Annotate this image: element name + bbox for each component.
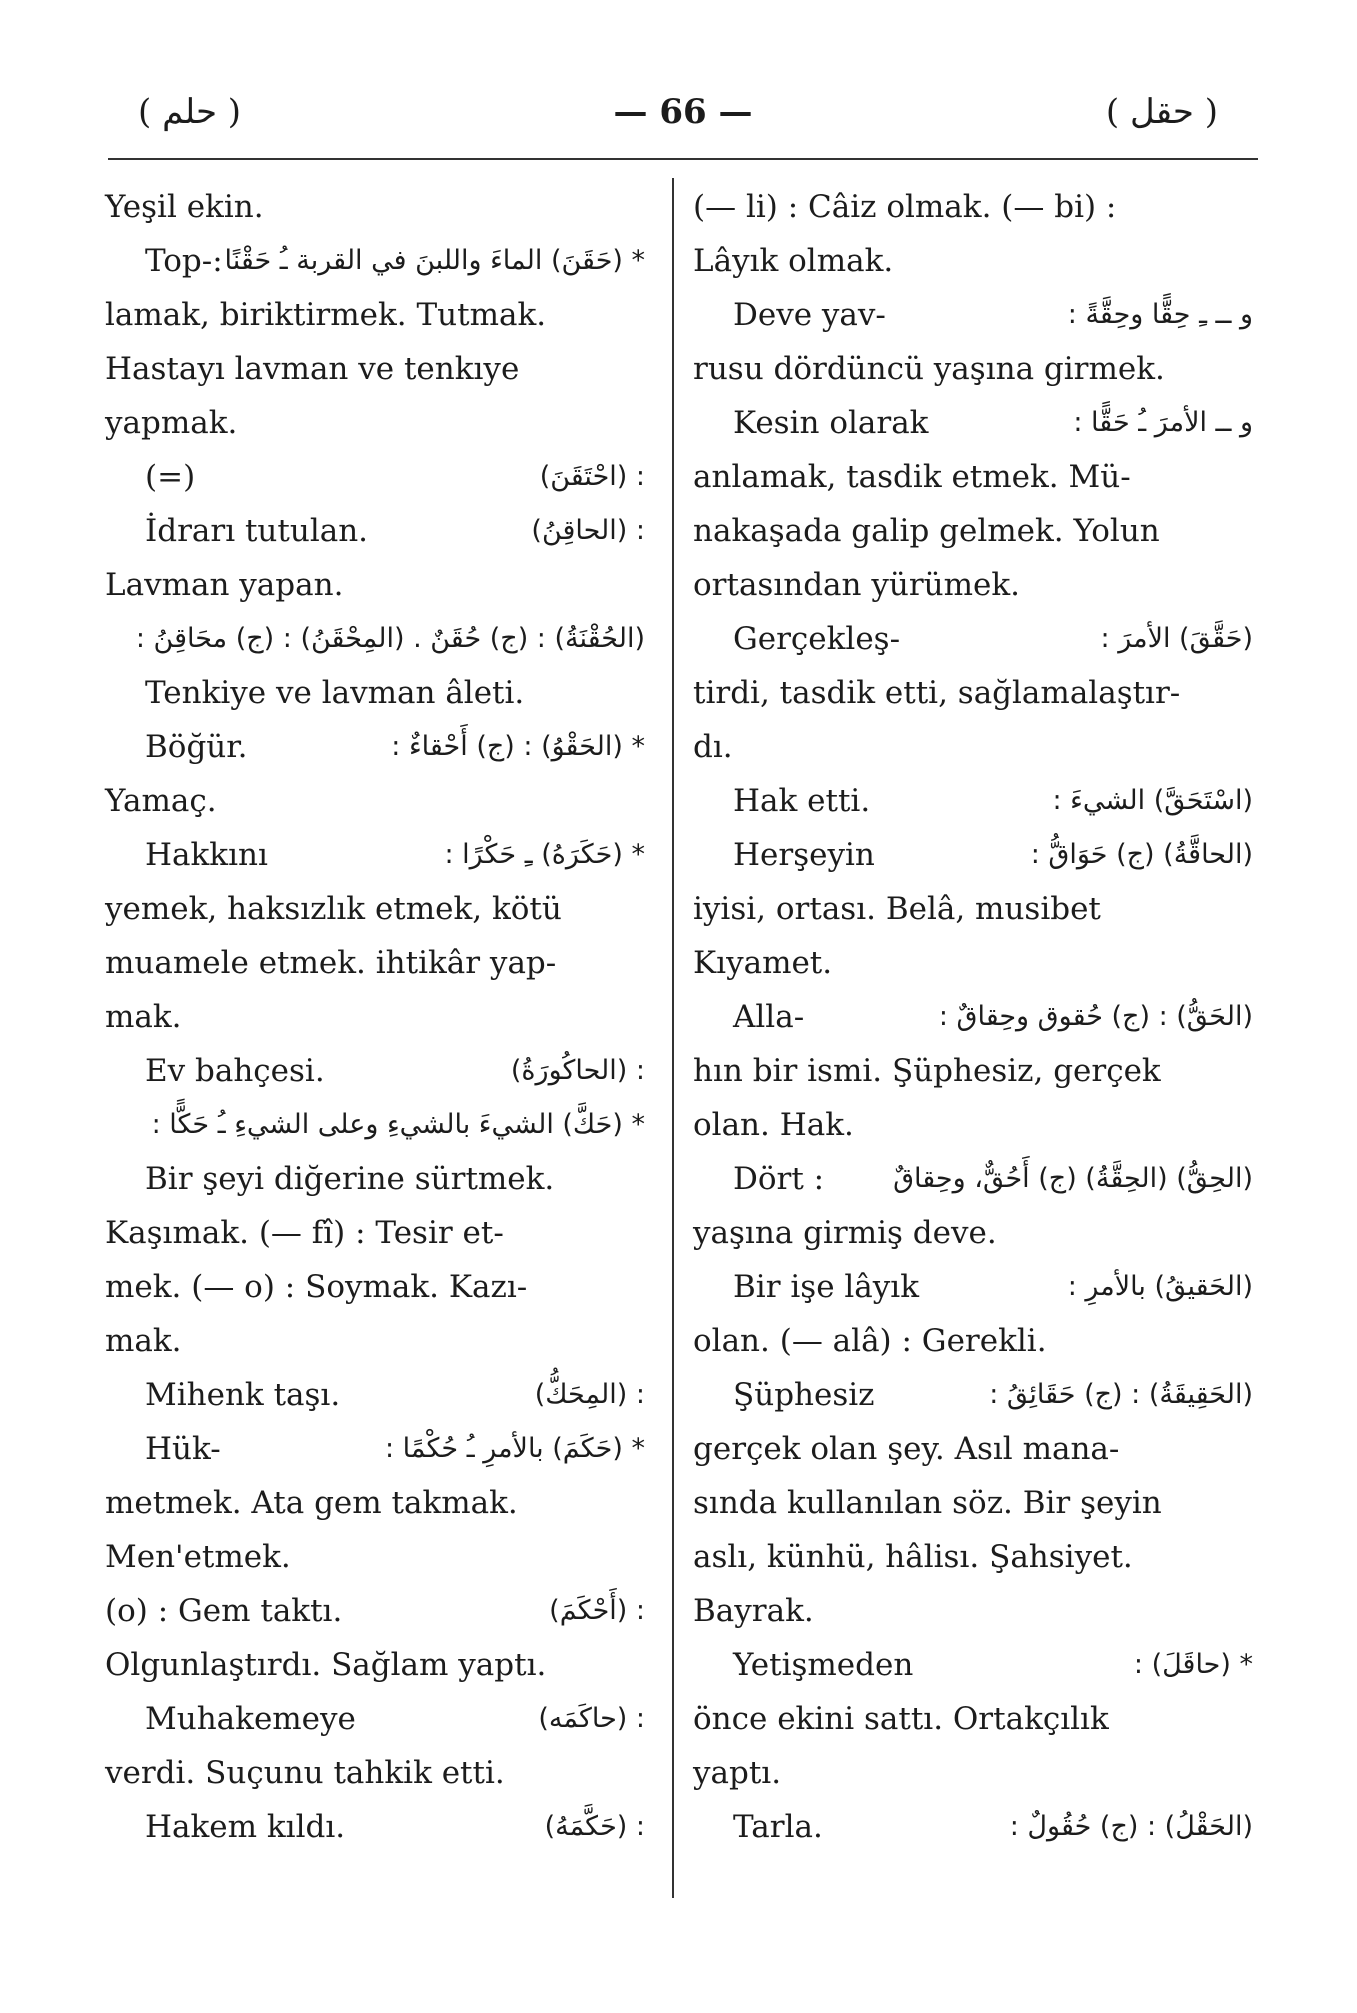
entry-text: Lâyık olmak.: [693, 243, 894, 279]
arabic-headword: : (حَكَّمَهُ): [544, 1811, 645, 1842]
arabic-headword: و ــ الأمرَ ـُ حَقًّا :: [1073, 407, 1253, 438]
arabic-headword: * (حَكَّ) الشيءَ بالشيءِ وعلى الشيءِ ـُ حَكًّا :: [151, 1109, 645, 1140]
arabic-headword: : (الحاكُورَةُ): [510, 1055, 645, 1086]
entry-text: Deve yav-: [733, 297, 886, 333]
entry-line: [693, 288, 1253, 342]
entry-line: [105, 1638, 645, 1692]
entry-line: [693, 396, 1253, 450]
entry-text: Kıyamet.: [693, 945, 833, 981]
arabic-headword: * (حَكَمَ) بالأمرِ ـُ حُكْمًا :: [385, 1433, 645, 1464]
entry-text: Herşeyin: [733, 837, 875, 873]
arabic-headword: (الحِقُّ) (الحِقَّةُ) (ج) أَحُقٌّ، وحِقاقٌ: [893, 1163, 1253, 1194]
entry-line: [693, 1368, 1253, 1422]
entry-line: [693, 450, 1253, 504]
entry-text: tirdi, tasdik etti, sağlamalaştır-: [693, 675, 1181, 711]
entry-line: [105, 396, 645, 450]
entry-line: [693, 1746, 1253, 1800]
entry-line: [693, 990, 1253, 1044]
entry-text: Top-:: [145, 243, 223, 279]
header-left-guideword: ( حلم ): [138, 92, 242, 132]
entry-line: [693, 1800, 1253, 1854]
entry-text: yapmak.: [105, 405, 238, 441]
entry-line: [105, 180, 645, 234]
arabic-headword: : (المِحَكُّ): [534, 1379, 645, 1410]
entry-line: [693, 936, 1253, 990]
entry-text: Bayrak.: [693, 1593, 814, 1629]
entry-line: [693, 558, 1253, 612]
entry-line: [105, 558, 645, 612]
entry-text: Ev bahçesi.: [145, 1053, 325, 1089]
entry-line: [693, 342, 1253, 396]
entry-text: Hak etti.: [733, 783, 871, 819]
entry-text: yemek, haksızlık etmek, kötü: [105, 891, 562, 927]
entry-line: [105, 1800, 645, 1854]
entry-text: Kaşımak. (— fî) : Tesir et-: [105, 1215, 504, 1251]
entry-text: iyisi, ortası. Belâ, musibet: [693, 891, 1101, 927]
entry-text: Hük-: [145, 1431, 221, 1467]
entry-text: Yetişmeden: [733, 1647, 914, 1683]
entry-text: verdi. Suçunu tahkik etti.: [105, 1755, 505, 1791]
page-number: — 66 —: [613, 92, 753, 132]
entry-text: mak.: [105, 999, 182, 1035]
entry-text: anlamak, tasdik etmek. Mü-: [693, 459, 1131, 495]
entry-text: gerçek olan şey. Asıl mana-: [693, 1431, 1120, 1467]
arabic-headword: (الحَقْلُ) : (ج) حُقُولٌ :: [1009, 1811, 1253, 1842]
entry-line: [693, 180, 1253, 234]
entry-line: [105, 990, 645, 1044]
entry-line: [693, 828, 1253, 882]
entry-text: (— li) : Câiz olmak. (— bi) :: [693, 189, 1117, 225]
entry-line: [693, 1530, 1253, 1584]
entry-line: [105, 288, 645, 342]
entry-line: [693, 1584, 1253, 1638]
entry-text: Muhakemeye: [145, 1701, 356, 1737]
arabic-headword: (الحاقَّةُ) (ج) حَوَاقُّ :: [1030, 839, 1253, 870]
entry-text: Yeşil ekin.: [105, 189, 264, 225]
entry-line: [105, 720, 645, 774]
entry-text: (=): [145, 459, 196, 495]
arabic-headword: : (حاكَمَه): [538, 1703, 645, 1734]
arabic-headword: : (أَحْكَمَ): [549, 1595, 645, 1626]
entry-text: yaşına girmiş deve.: [693, 1215, 997, 1251]
entry-text: (o) : Gem taktı.: [105, 1593, 343, 1629]
entry-text: mek. (— o) : Soymak. Kazı-: [105, 1269, 528, 1305]
entry-line: [693, 1098, 1253, 1152]
entry-text: Hakem kıldı.: [145, 1809, 346, 1845]
entry-text: Kesin olarak: [733, 405, 929, 441]
entry-text: mak.: [105, 1323, 182, 1359]
entry-text: Hakkını: [145, 837, 268, 873]
left-column: [105, 180, 645, 1854]
arabic-headword: * (الحَقْوُ) : (ج) أَحْقاءٌ :: [391, 731, 645, 762]
entry-line: [105, 666, 645, 720]
entry-line: [105, 1206, 645, 1260]
entry-text: dı.: [693, 729, 733, 765]
entry-text: hın bir ismi. Şüphesiz, gerçek: [693, 1053, 1161, 1089]
column-divider: [672, 178, 674, 1898]
entry-text: Lavman yapan.: [105, 567, 344, 603]
entry-text: Mihenk taşı.: [145, 1377, 341, 1413]
arabic-headword: * (حَقَنَ) الماءَ واللبنَ في القربة ـُ حَقْنًا: [224, 245, 645, 276]
arabic-headword: (اسْتَحَقَّ) الشيءَ :: [1052, 785, 1253, 816]
entry-text: olan. Hak.: [693, 1107, 854, 1143]
entry-text: Men'etmek.: [105, 1539, 291, 1575]
entry-line: [105, 1152, 645, 1206]
entry-line: [105, 1746, 645, 1800]
entry-line: [105, 342, 645, 396]
entry-line: [693, 1476, 1253, 1530]
entry-text: ortasından yürümek.: [693, 567, 1020, 603]
entry-text: muamele etmek. ihtikâr yap-: [105, 945, 557, 981]
entry-line: [693, 1260, 1253, 1314]
entry-text: rusu dördüncü yaşına girmek.: [693, 351, 1165, 387]
entry-text: Yamaç.: [105, 783, 217, 819]
entry-text: Bir şeyi diğerine sürtmek.: [145, 1161, 555, 1197]
entry-line: [693, 1152, 1253, 1206]
entry-line: [105, 1476, 645, 1530]
entry-line: [693, 774, 1253, 828]
entry-text: metmek. Ata gem takmak.: [105, 1485, 518, 1521]
entry-line: [105, 504, 645, 558]
entry-line: [105, 612, 645, 666]
entry-text: olan. (— alâ) : Gerekli.: [693, 1323, 1047, 1359]
entry-line: [105, 1692, 645, 1746]
entry-line: [105, 1044, 645, 1098]
entry-text: aslı, künhü, hâlisı. Şahsiyet.: [693, 1539, 1133, 1575]
entry-line: [105, 1584, 645, 1638]
entry-line: [105, 828, 645, 882]
arabic-headword: : (احْتَقَنَ): [539, 461, 645, 492]
entry-line: [105, 774, 645, 828]
entry-line: [105, 936, 645, 990]
entry-text: Alla-: [733, 999, 805, 1035]
entry-line: [105, 1422, 645, 1476]
arabic-headword: (الحَقُّ) : (ج) حُقوق وحِقاقٌ :: [938, 1001, 1253, 1032]
entry-line: [693, 234, 1253, 288]
entry-line: [105, 234, 645, 288]
entry-line: [105, 882, 645, 936]
entry-text: nakaşada galip gelmek. Yolun: [693, 513, 1160, 549]
entry-line: [693, 504, 1253, 558]
entry-line: [693, 666, 1253, 720]
entry-text: önce ekini sattı. Ortakçılık: [693, 1701, 1109, 1737]
arabic-headword: * (حاقَلَ) :: [1133, 1649, 1253, 1680]
entry-text: İdrarı tutulan.: [145, 513, 369, 549]
entry-line: [693, 882, 1253, 936]
page-header: [108, 92, 1258, 152]
header-right-guideword: ( حقل ): [1105, 92, 1218, 132]
entry-line: [105, 1530, 645, 1584]
entry-text: Bir işe lâyık: [733, 1269, 919, 1305]
arabic-headword: * (حَكَرَهُ) ـِ حَكْرًا :: [444, 839, 645, 870]
entry-line: [105, 1098, 645, 1152]
entry-text: Olgunlaştırdı. Sağlam yaptı.: [105, 1647, 547, 1683]
entry-text: Şüphesiz: [733, 1377, 875, 1413]
header-rule: [108, 158, 1258, 160]
entry-line: [693, 1206, 1253, 1260]
entry-line: [693, 1692, 1253, 1746]
entry-line: [693, 1044, 1253, 1098]
entry-line: [105, 450, 645, 504]
entry-text: Dört :: [733, 1161, 825, 1197]
entry-line: [693, 720, 1253, 774]
entry-line: [693, 1422, 1253, 1476]
arabic-headword: (الحُقْنَةُ) : (ج) حُقَنٌ . (المِحْقَنُ) : (ج) محَاقِنُ :: [135, 623, 645, 654]
arabic-headword: (حَقَّقَ) الأمرَ :: [1100, 623, 1253, 654]
entry-line: [105, 1260, 645, 1314]
entry-line: [693, 1314, 1253, 1368]
arabic-headword: (الحَقِيقَةُ) : (ج) حَقَائِقُ :: [989, 1379, 1253, 1410]
entry-line: [693, 612, 1253, 666]
entry-text: Böğür.: [145, 729, 248, 765]
entry-line: [693, 1638, 1253, 1692]
arabic-headword: و ــ ـِ حِقًّا وحِقَّةً :: [1067, 299, 1253, 330]
entry-text: Tenkiye ve lavman âleti.: [145, 675, 525, 711]
entry-text: lamak, biriktirmek. Tutmak.: [105, 297, 547, 333]
entry-text: yaptı.: [693, 1755, 782, 1791]
entry-line: [105, 1314, 645, 1368]
entry-text: Gerçekleş-: [733, 621, 901, 657]
entry-text: sında kullanılan söz. Bir şeyin: [693, 1485, 1162, 1521]
arabic-headword: : (الحاقِنُ): [531, 515, 645, 546]
arabic-headword: (الحَقيقُ) بالأمرِ :: [1067, 1271, 1253, 1302]
entry-text: Tarla.: [733, 1809, 823, 1845]
right-column: [693, 180, 1253, 1854]
entry-text: Hastayı lavman ve tenkıye: [105, 351, 520, 387]
entry-line: [105, 1368, 645, 1422]
